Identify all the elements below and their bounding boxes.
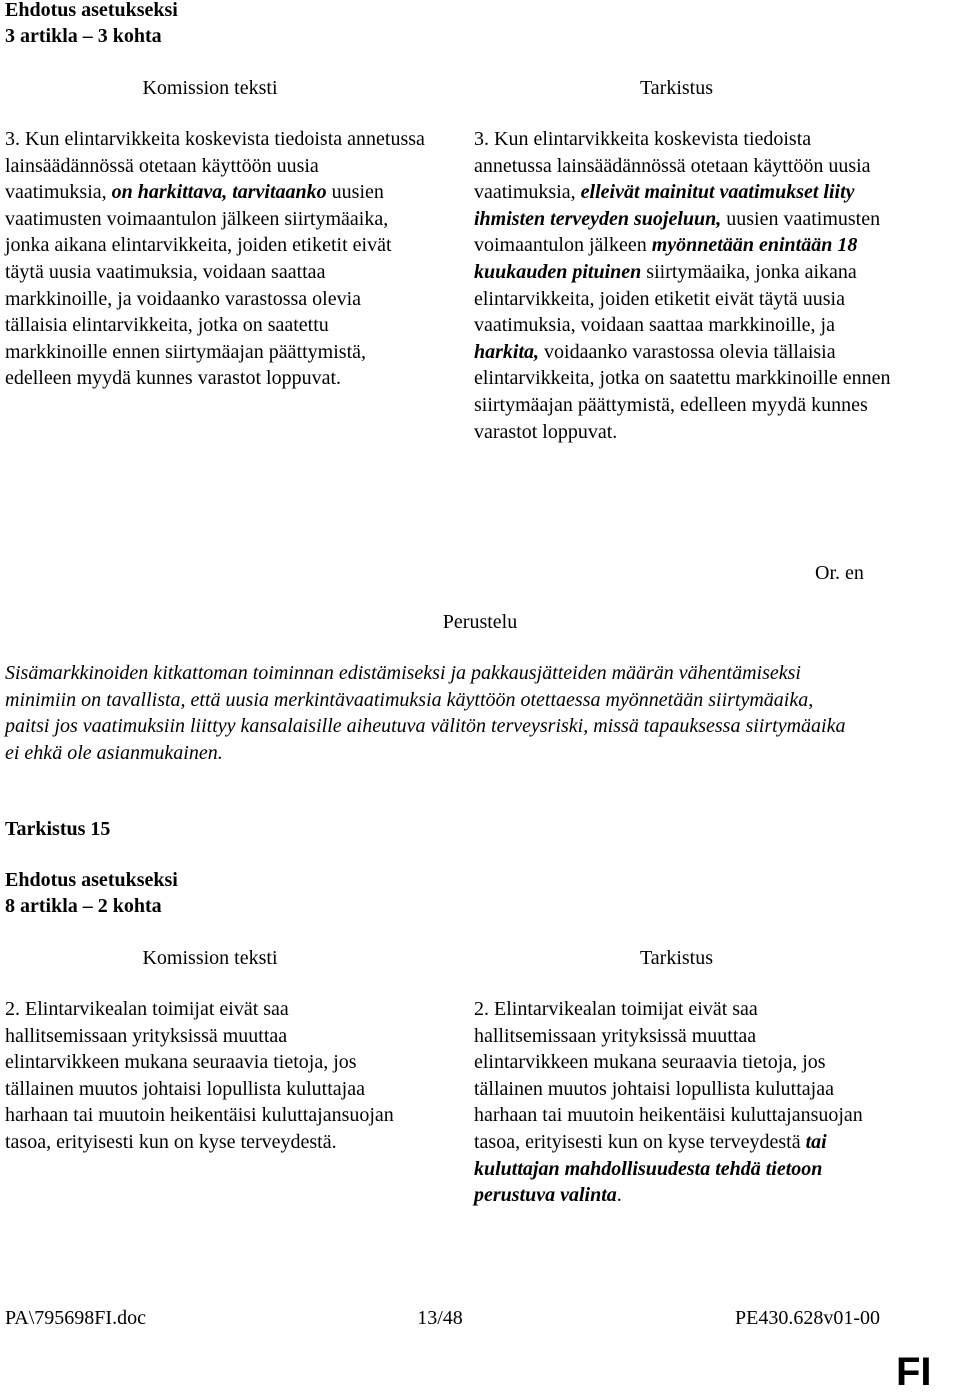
pe-reference: PE430.628v01-00 [735, 1307, 880, 1329]
article-heading: 3 artikla – 3 kohta [5, 25, 162, 47]
amendment-paragraph: 2. Elintarvikealan toimijat eivät saa hallitsemissaan yrityksissä muuttaa elintarvikkeen mukana seuraavia tietoja, jos tällainen muutos johtaisi lopullista kuluttajaa harhaan tai muutoin heikentäisi kuluttajansuojan tasoa, erityisesti kun on kyse terveydestä tai kuluttajan mahdollisuudesta tehdä tietoon perustuva valinta. [474, 998, 863, 1207]
commission-text-header: Komission teksti [142, 947, 278, 969]
justification-text: Sisämarkkinoiden kitkattoman toiminnan edistämiseksi ja pakkausjätteiden määrän vähentämiseksi minimiin on tavallista, että uusia merkintävaatimuksia käyttöön otettaessa myönnetään siirtymäaika, paitsi jos vaatimuksiin liittyy kansalaisille aiheutuva välitön terveysriski, missä tapauksessa siirtymäaika ei ehkä ole asianmukainen. [5, 662, 846, 764]
inserted-text: tai kuluttajan mahdollisuudesta tehdä tietoon perustuva valinta [474, 1130, 827, 1207]
article-heading: 8 artikla – 2 kohta [5, 895, 162, 917]
language-code: FI [896, 1350, 932, 1394]
document-reference: PA\795698FI.doc [5, 1307, 146, 1329]
amendment-title: Tarkistus 15 [5, 818, 111, 840]
inserted-text: myönnetään enintään 18 kuukauden pituinen [474, 234, 858, 283]
inserted-text: elleivät mainitut vaatimukset liity ihmisten terveyden suojeluun, [474, 181, 855, 230]
commission-text-paragraph: 2. Elintarvikealan toimijat eivät saa hallitsemissaan yrityksissä muuttaa elintarvikkeen mukana seuraavia tietoja, jos tällainen muutos johtaisi lopullista kuluttajaa harhaan tai muutoin heikentäisi kuluttajansuojan tasoa, erityisesti kun on kyse terveydestä. [5, 998, 394, 1153]
justification-header: Perustelu [442, 611, 518, 633]
proposal-heading: Ehdotus asetukseksi [5, 0, 178, 21]
commission-text-paragraph: 3. Kun elintarvikkeita koskevista tiedoista annetussa lainsäädännössä otetaan käyttöön uusia vaatimuksia, on harkittava, tarvitaanko uusien vaatimusten voimaantulon jälkeen siirtymäaika, jonka aikana elintarvikkeita, joiden etiketit eivät täytä uusia vaatimuksia, voidaan saattaa markkinoille, ja voidaanko varastossa olevia tällaisia elintarvikkeita, jotka on saatettu markkinoille ennen siirtymäajan päättymistä, edelleen myydä kunnes varastot loppuvat. [5, 128, 425, 390]
amendment-header: Tarkistus [639, 77, 714, 99]
original-language: Or. en [815, 562, 864, 584]
page-number: 13/48 [417, 1307, 463, 1329]
commission-text-header: Komission teksti [142, 77, 278, 99]
amendment-header: Tarkistus [639, 947, 714, 969]
deleted-text: on harkittava, tarvitaanko [111, 181, 327, 204]
proposal-heading: Ehdotus asetukseksi [5, 869, 178, 891]
inserted-text: harkita, [474, 340, 540, 363]
amendment-paragraph: 3. Kun elintarvikkeita koskevista tiedoista annetussa lainsäädännössä otetaan käyttöön uusia vaatimuksia, elleivät mainitut vaatimukset liity ihmisten terveyden suojeluun, uusien vaatimusten voimaantulon jälkeen myönnetään enintään 18 kuukauden pituinen siirtymäaika, jonka aikana elintarvikkeita, joiden etiketit eivät täytä uusia vaatimuksia, voidaan saattaa markkinoille, ja harkita, voidaanko varastossa olevia tällaisia elintarvikkeita, jotka on saatettu markkinoille ennen siirtymäajan päättymistä, edelleen myydä kunnes varastot loppuvat. [474, 128, 891, 443]
